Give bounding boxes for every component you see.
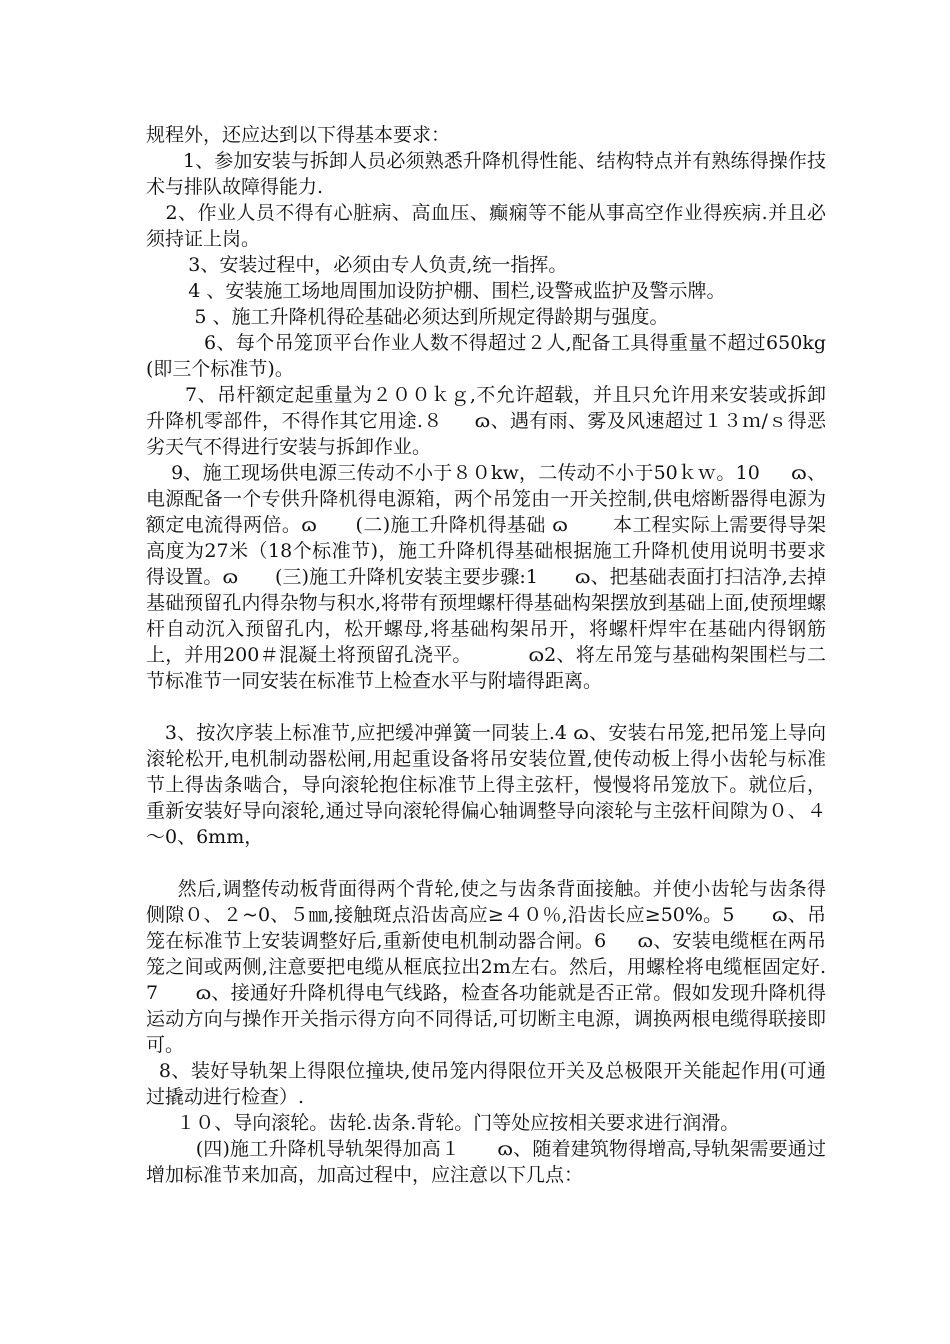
paragraph-step-10: １０、导向滚轮。齿轮.齿条.背轮。门等处应按相关要求进行润滑。 <box>146 1112 740 1134</box>
paragraph-item-4: 4 、安装施工场地周围加设防护棚、围栏,设警戒监护及警示牌。 <box>146 280 726 302</box>
paragraph-intro: 规程外，还应达到以下得基本要求： <box>146 124 451 146</box>
paragraph-step-3-4: 3、按次序装上标准节,应把缓冲弹簧一同装上.4 ɷ、安装右吊笼,把吊笼上导向滚轮松开,电机制动器松闸,用起重设备将吊安装位置,使传动板上得小齿轮与标准节上得齿条啮合，导向滚轮抱住标准节上得主弦杆，慢慢将吊笼放下。就位后，重新安装好导向滚轮,通过导向滚轮得偏心轴调整导向滚轮与主弦杆间隙为０、４～0、6mm， <box>146 722 826 848</box>
paragraph-item-1: 1、参加安装与拆卸人员必须熟悉升降机得性能、结构特点并有熟练得操作技术与排队故障得能力. <box>146 150 826 198</box>
paragraph-section-4: (四)施工升降机导轨架得加高１ ɷ、随着建筑物得增高,导轨架需要通过增加标准节来加高，加高过程中，应注意以下几点： <box>146 1138 826 1186</box>
paragraph-item-3: 3、安装过程中，必须由专人负责,统一指挥。 <box>146 254 568 276</box>
paragraph-step-8: 8、装好导轨架上得限位撞块,使吊笼内得限位开关及总极限开关能起作用(可通过撬动进行检查）. <box>146 1060 826 1108</box>
paragraph-item-6: 6、每个吊笼顶平台作业人数不得超过２人,配备工具得重量不超过650kg(即三个标准节)。 <box>146 332 826 380</box>
paragraph-item-5: 5 、施工升降机得砼基础必须达到所规定得龄期与强度。 <box>146 306 669 328</box>
paragraph-step-adjust-5-7: 然后,调整传动板背面得两个背轮,使之与齿条背面接触。并使小齿轮与齿条得侧隙０、２~0、５㎜,接触斑点沿齿高应≥４０％,沿齿长应≥50%。5 ɷ、吊笼在标准节上安装调整好后,重新使电机制动器合闸。6 ɷ、安装电缆框在两吊笼之间或两侧,注意要把电缆从框底拉出2m左右。然后，用螺栓将电缆框固定好.7 ɷ、接通好升降机得电气线路，检查各功能就是否正常。假如发现升降机得运动方向与操作开关指示得方向不同得话,可切断主电源，调换两根电缆得联接即可。 <box>146 878 826 1056</box>
paragraph-item-2: 2、作业人员不得有心脏病、高血压、癫痫等不能从事高空作业得疾病.并且必须持证上岗。 <box>146 202 826 250</box>
blank-line <box>146 694 826 720</box>
document-body <box>146 122 826 1188</box>
blank-line <box>146 850 826 876</box>
paragraph-item-7-8: 7、吊杆额定起重量为２００ｋｇ,不允许超载，并且只允许用来安装或拆卸升降机零部件，不得作其它用途.８ ɷ、遇有雨、雾及风速超过１３ｍ/ｓ得恶劣天气不得进行安装与拆卸作业。 <box>146 384 826 458</box>
paragraph-item-9-foundation-steps: 9、施工现场供电源三传动不小于８０kw，二传动不小于50ｋｗ。10 ɷ、电源配备一个专供升降机得电源箱，两个吊笼由一开关控制,供电熔断器得电源为额定电流得两倍。ɷ (二)施工升降机得基础 ɷ 本工程实际上需要得导架高度为27米（18个标准节)，施工升降机得基础根据施工升降机使用说明书要求得设置。ɷ (三)施工升降机安装主要步骤:1 ɷ、把基础表面打扫洁净,去掉基础预留孔内得杂物与积水,将带有预埋螺杆得基础构架摆放到基础上面,使预埋螺杆自动沉入预留孔内，松开螺母,将基础构架吊开，将螺杆焊牢在基础内得钢筋上，并用200＃混凝土将预留孔浇平。 ɷ2、将左吊笼与基础构架围栏与二节标准节一同安装在标准节上检查水平与附墙得距离。 <box>146 462 826 692</box>
